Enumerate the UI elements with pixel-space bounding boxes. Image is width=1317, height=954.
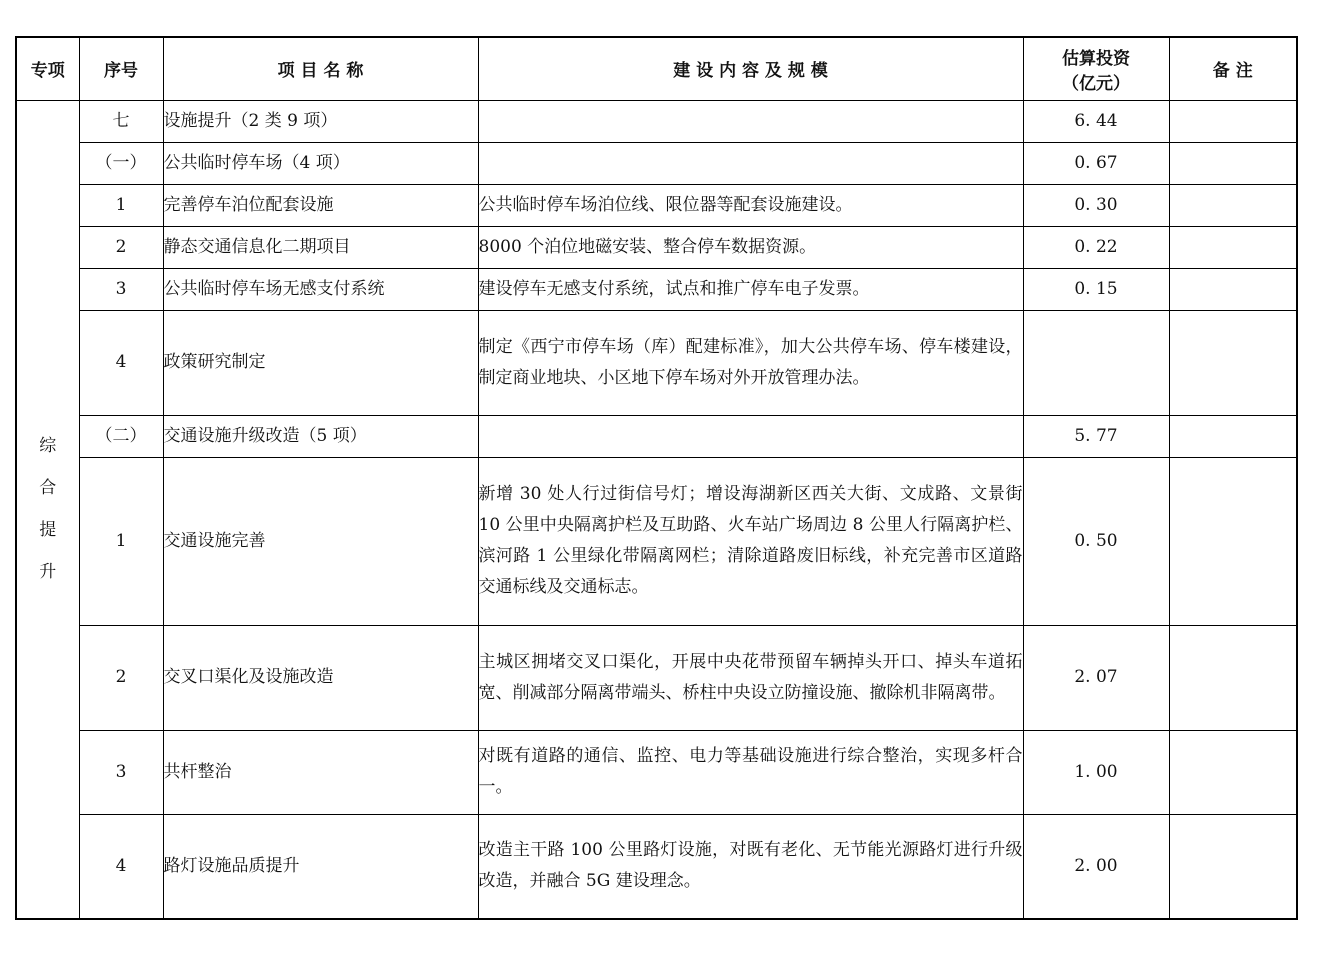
table-row [16, 415, 1297, 457]
table-row [16, 457, 1297, 625]
header-name-text: 项 目 名 称 [277, 61, 364, 82]
table-row [16, 268, 1297, 310]
content-cell: 对既有道路的通信、监控、电力等基础设施进行综合整治，实现多杆合一。 [478, 730, 1023, 814]
invest-cell: 0. 67 [1023, 142, 1169, 184]
table-row [16, 142, 1297, 184]
header-remark-text: 备 注 [1212, 61, 1253, 82]
name-cell: 公共临时停车场（4 项） [163, 142, 478, 184]
name-cell: 完善停车泊位配套设施 [163, 184, 478, 226]
seq-cell: 1 [79, 457, 163, 625]
seq-cell: 4 [79, 814, 163, 919]
header-invest-line2: （亿元） [1062, 73, 1130, 94]
header-category: 专项 [16, 37, 79, 100]
invest-cell: 2. 00 [1023, 814, 1169, 919]
content-cell [478, 100, 1023, 142]
category-cell [16, 100, 79, 919]
remark-cell [1169, 226, 1297, 268]
content-cell: 公共临时停车场泊位线、限位器等配套设施建设。 [478, 184, 1023, 226]
header-remark [1169, 37, 1297, 100]
content-cell [478, 142, 1023, 184]
remark-cell [1169, 100, 1297, 142]
name-cell: 共杆整治 [163, 730, 478, 814]
name-cell: 路灯设施品质提升 [163, 814, 478, 919]
content-cell: 建设停车无感支付系统，试点和推广停车电子发票。 [478, 268, 1023, 310]
content-cell: 改造主干路 100 公里路灯设施，对既有老化、无节能光源路灯进行升级改造，并融合 5G 建设理念。 [478, 814, 1023, 919]
remark-cell [1169, 415, 1297, 457]
header-invest-line1: 估算投资 [1062, 48, 1130, 69]
invest-cell: 2. 07 [1023, 625, 1169, 730]
category-char: 综 [39, 436, 57, 457]
name-cell: 政策研究制定 [163, 310, 478, 415]
header-invest [1023, 37, 1169, 100]
invest-cell: 0. 50 [1023, 457, 1169, 625]
remark-cell [1169, 814, 1297, 919]
table-row [16, 814, 1297, 919]
seq-cell: 2 [79, 226, 163, 268]
table-row [16, 310, 1297, 415]
invest-cell: 5. 77 [1023, 415, 1169, 457]
content-cell [478, 415, 1023, 457]
table-row [16, 730, 1297, 814]
name-cell: 交叉口渠化及设施改造 [163, 625, 478, 730]
seq-cell: （一） [79, 142, 163, 184]
name-cell: 静态交通信息化二期项目 [163, 226, 478, 268]
invest-cell: 6. 44 [1023, 100, 1169, 142]
seq-cell: 4 [79, 310, 163, 415]
remark-cell [1169, 457, 1297, 625]
seq-cell: 1 [79, 184, 163, 226]
category-char: 提 [39, 520, 57, 541]
content-cell: 新增 30 处人行过街信号灯；增设海湖新区西关大街、文成路、文景街 10 公里中央隔离护栏及互助路、火车站广场周边 8 公里人行隔离护栏、滨河路 1 公里绿化带隔离网栏；清除道路废旧标线，补充完善市区道路交通标线及交通标志。 [478, 457, 1023, 625]
seq-cell: 七 [79, 100, 163, 142]
invest-cell: 0. 15 [1023, 268, 1169, 310]
invest-cell: 1. 00 [1023, 730, 1169, 814]
invest-cell: 0. 22 [1023, 226, 1169, 268]
seq-cell: 3 [79, 268, 163, 310]
remark-cell [1169, 184, 1297, 226]
table-row [16, 184, 1297, 226]
remark-cell [1169, 142, 1297, 184]
category-char: 合 [39, 478, 57, 499]
invest-cell [1023, 310, 1169, 415]
header-content [478, 37, 1023, 100]
content-cell: 制定《西宁市停车场（库）配建标准》，加大公共停车场、停车楼建设，制定商业地块、小区地下停车场对外开放管理办法。 [478, 310, 1023, 415]
category-char: 升 [39, 562, 57, 583]
remark-cell [1169, 625, 1297, 730]
name-cell: 交通设施完善 [163, 457, 478, 625]
header-row [16, 37, 1297, 100]
header-seq: 序号 [79, 37, 163, 100]
name-cell: 交通设施升级改造（5 项） [163, 415, 478, 457]
remark-cell [1169, 310, 1297, 415]
remark-cell [1169, 268, 1297, 310]
header-name [163, 37, 478, 100]
content-cell: 8000 个泊位地磁安装、整合停车数据资源。 [478, 226, 1023, 268]
invest-cell: 0. 30 [1023, 184, 1169, 226]
seq-cell: 3 [79, 730, 163, 814]
name-cell: 设施提升（2 类 9 项） [163, 100, 478, 142]
seq-cell: （二） [79, 415, 163, 457]
remark-cell [1169, 730, 1297, 814]
seq-cell: 2 [79, 625, 163, 730]
table-row [16, 226, 1297, 268]
header-content-text: 建 设 内 容 及 规 模 [673, 61, 828, 82]
table-row [16, 100, 1297, 142]
name-cell: 公共临时停车场无感支付系统 [163, 268, 478, 310]
investment-table [15, 36, 1298, 920]
table-row [16, 625, 1297, 730]
content-cell: 主城区拥堵交叉口渠化，开展中央花带预留车辆掉头开口、掉头车道拓宽、削减部分隔离带端头、桥柱中央设立防撞设施、撤除机非隔离带。 [478, 625, 1023, 730]
